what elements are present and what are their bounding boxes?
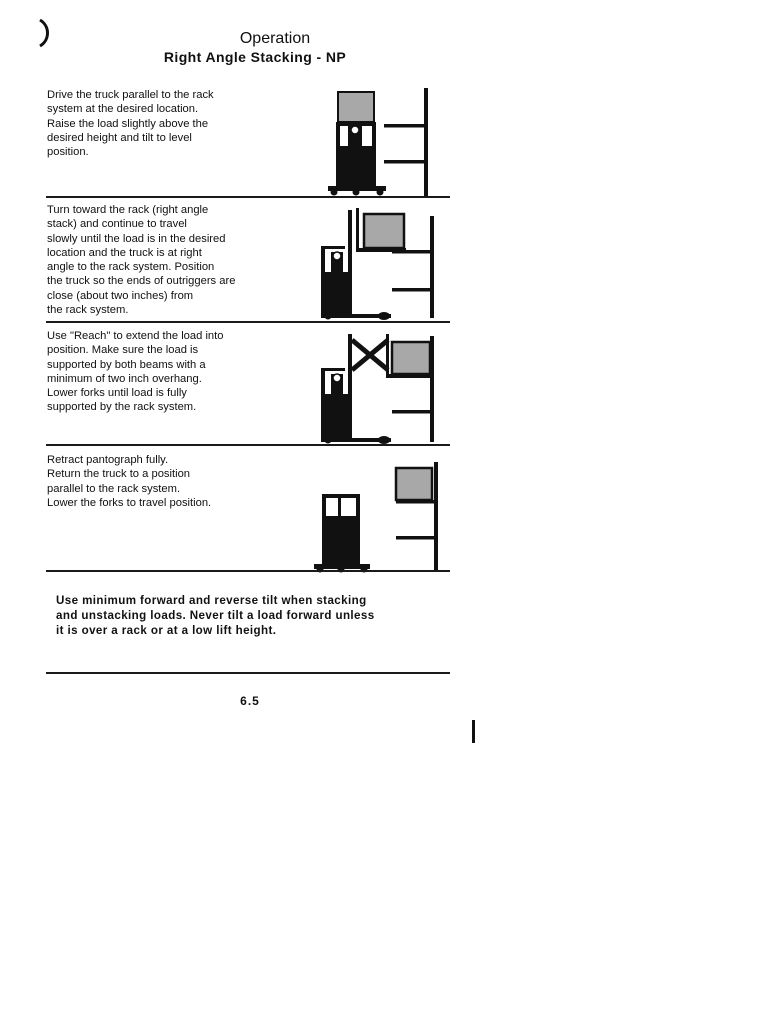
- forklift-retracted-parallel-icon: [300, 460, 460, 574]
- step-2-line: slowly until the load is in the desired: [47, 232, 226, 245]
- step-4-line: Return the truck to a position: [47, 468, 191, 481]
- scan-edge-mark: [472, 720, 475, 743]
- step-1-line: Raise the load slightly above the: [47, 117, 209, 130]
- step-1-line: position.: [47, 146, 89, 159]
- page-title: Operation: [239, 30, 311, 47]
- step-2-line: Turn toward the rack (right angle: [47, 204, 209, 216]
- section-divider: [46, 672, 450, 674]
- step-4-line: Lower the forks to travel position.: [47, 496, 212, 509]
- caution-line: and unstacking loads. Never tilt a load forward unless: [56, 609, 375, 622]
- step-2-line: the rack system.: [47, 304, 129, 317]
- caution-line: it is over a rack or at a low lift height.: [56, 624, 277, 637]
- step-2-text: [47, 203, 277, 317]
- scan-margin: [475, 0, 768, 1024]
- step-2-line: close (about two inches) from: [47, 289, 194, 302]
- step-4-line: Retract pantograph fully.: [47, 454, 169, 466]
- step-4-line: parallel to the rack system.: [47, 482, 181, 495]
- step-3-line: Lower forks until load is fully: [47, 387, 187, 400]
- step-2-line: location and the truck is at right: [47, 246, 202, 259]
- section-divider: [46, 444, 450, 446]
- step-3-line: minimum of two inch overhang.: [47, 372, 202, 385]
- forklift-right-angle-approach-icon: [300, 206, 460, 324]
- step-2-line: stack) and continue to travel: [47, 218, 187, 231]
- step-1-text: [47, 88, 277, 159]
- page-number: 6.5: [240, 694, 260, 708]
- binding-hole-mark-icon: [36, 18, 54, 48]
- caution-line: Use minimum forward and reverse tilt when stacking: [56, 594, 367, 607]
- section-divider: [46, 196, 450, 198]
- step-3-line: Use "Reach" to extend the load into: [47, 330, 224, 342]
- step-2-line: angle to the rack system. Position: [47, 261, 215, 274]
- section-divider: [46, 570, 450, 572]
- step-1-line: system at the desired location.: [47, 103, 199, 116]
- step-1-line: Drive the truck parallel to the rack: [47, 89, 214, 101]
- step-2-line: the truck so the ends of outriggers are: [47, 275, 236, 288]
- page-subtitle: Right Angle Stacking - NP: [163, 49, 347, 65]
- step-4-text: [47, 453, 277, 510]
- step-3-line: supported by both beams with a: [47, 358, 206, 371]
- caution-note: [56, 593, 436, 638]
- step-3-text: [47, 329, 277, 415]
- step-3-line: supported by the rack system.: [47, 401, 197, 414]
- step-3-line: position. Make sure the load is: [47, 344, 199, 357]
- section-divider: [46, 321, 450, 323]
- forklift-reach-extended-icon: [300, 330, 460, 448]
- step-1-line: desired height and tilt to level: [47, 131, 192, 144]
- forklift-parallel-raised-load-icon: [300, 84, 460, 200]
